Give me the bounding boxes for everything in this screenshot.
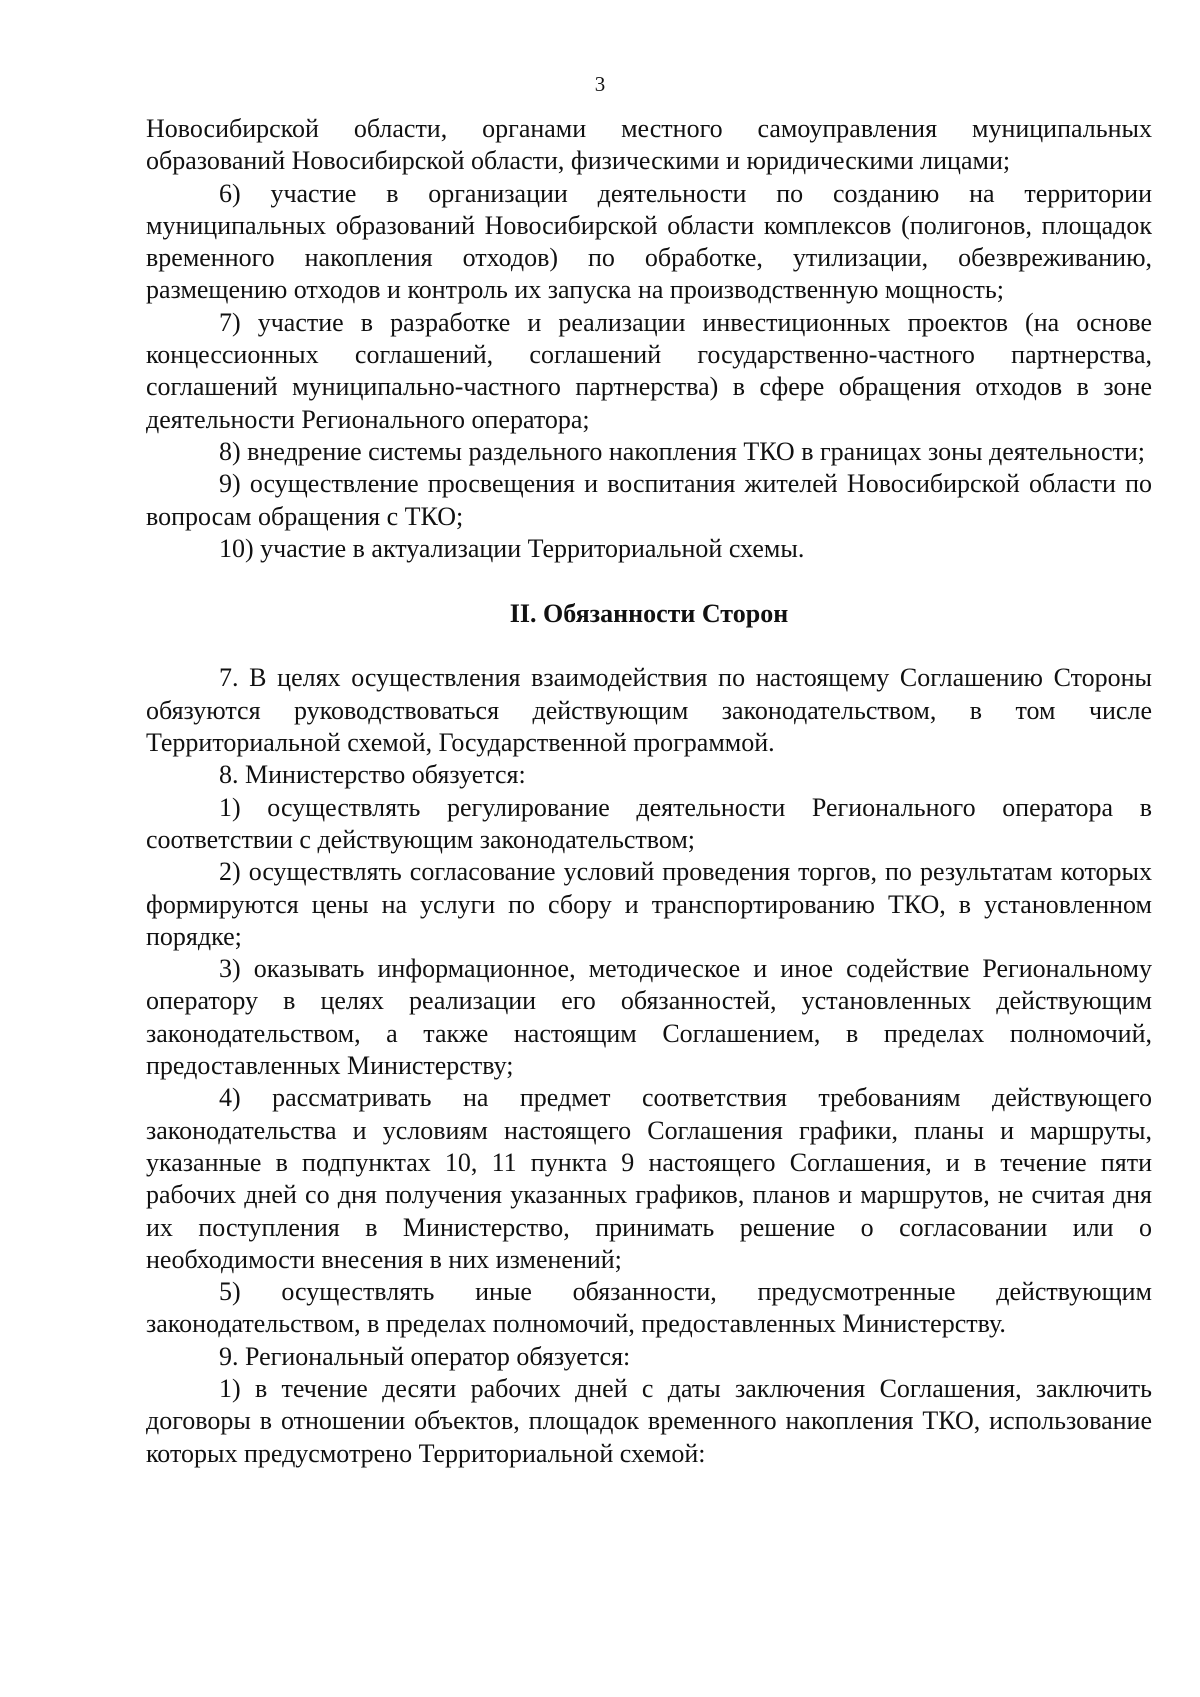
list-item-6: 6) участие в организации деятельности по созданию на территории муниципальных образований Новосибирской области комплексов (полигонов, площадок временного накопления отходов) по обработке, утилизации, обезвреживанию, размещению отходов и контроль их запуска на производственную мощность; — [146, 178, 1152, 305]
clause-8-item-4: 4) рассматривать на предмет соответствия требованиям действующего законодательства и условиям настоящего Соглашения графики, планы и маршруты, указанные в подпунктах 10, 11 пункта 9 настоящего Соглашения, и в течение пяти рабочих дней со дня получения указанных графиков, планов и маршрутов, не считая дня их поступления в Министерство, принимать решение о согласовании или о необходимости внесения в них изменений; — [146, 1083, 1152, 1274]
clause-8-item-5: 5) осуществлять иные обязанности, предусмотренные действующим законодательством, в пределах полномочий, предоставленных Министерству. — [146, 1277, 1152, 1339]
section-heading: II. Обязанности Сторон — [509, 599, 789, 629]
list-item-9: 9) осуществление просвещения и воспитания жителей Новосибирской области по вопросам обращения с ТКО; — [146, 469, 1152, 531]
clause-9-item-1: 1) в течение десяти рабочих дней с даты заключения Соглашения, заключить договоры в отношении объектов, площадок временного накопления ТКО, использование которых предусмотрено Территориальной схемой: — [146, 1373, 1152, 1468]
clause-8-item-1: 1) осуществлять регулирование деятельности Регионального оператора в соответствии с действующим законодательством; — [146, 792, 1152, 854]
clause-9-intro: 9. Региональный оператор обязуется: — [219, 1341, 631, 1371]
page-number: 3 — [594, 72, 606, 96]
list-item-10: 10) участие в актуализации Территориальной схемы. — [219, 533, 805, 563]
paragraph-continuation: Новосибирской области, органами местного самоуправления муниципальных образований Новосибирской области, физическими и юридическими лицами; — [146, 114, 1152, 176]
document-body — [146, 113, 1152, 1470]
list-item-7: 7) участие в разработке и реализации инвестиционных проектов (на основе концессионных соглашений, соглашений государственно-частного партнерства, соглашений муниципально-частного партнерства) в сфере обращения отходов в зоне деятельности Регионального оператора; — [146, 307, 1152, 434]
clause-7: 7. В целях осуществления взаимодействия по настоящему Соглашению Стороны обязуются руководствоваться действующим законодательством, в том числе Территориальной схемой, Государственной программой. — [146, 663, 1152, 758]
clause-8-item-3: 3) оказывать информационное, методическое и иное содействие Региональному оператору в целях реализации его обязанностей, установленных действующим законодательством, а также настоящим Соглашением, в пределах полномочий, предоставленных Министерству; — [146, 954, 1152, 1081]
clause-8-item-2: 2) осуществлять согласование условий проведения торгов, по результатам которых формируются цены на услуги по сбору и транспортированию ТКО, в установленном порядке; — [146, 857, 1152, 951]
clause-8-intro: 8. Министерство обязуется: — [219, 760, 526, 790]
list-item-8: 8) внедрение системы раздельного накопления ТКО в границах зоны деятельности; — [219, 436, 1146, 466]
